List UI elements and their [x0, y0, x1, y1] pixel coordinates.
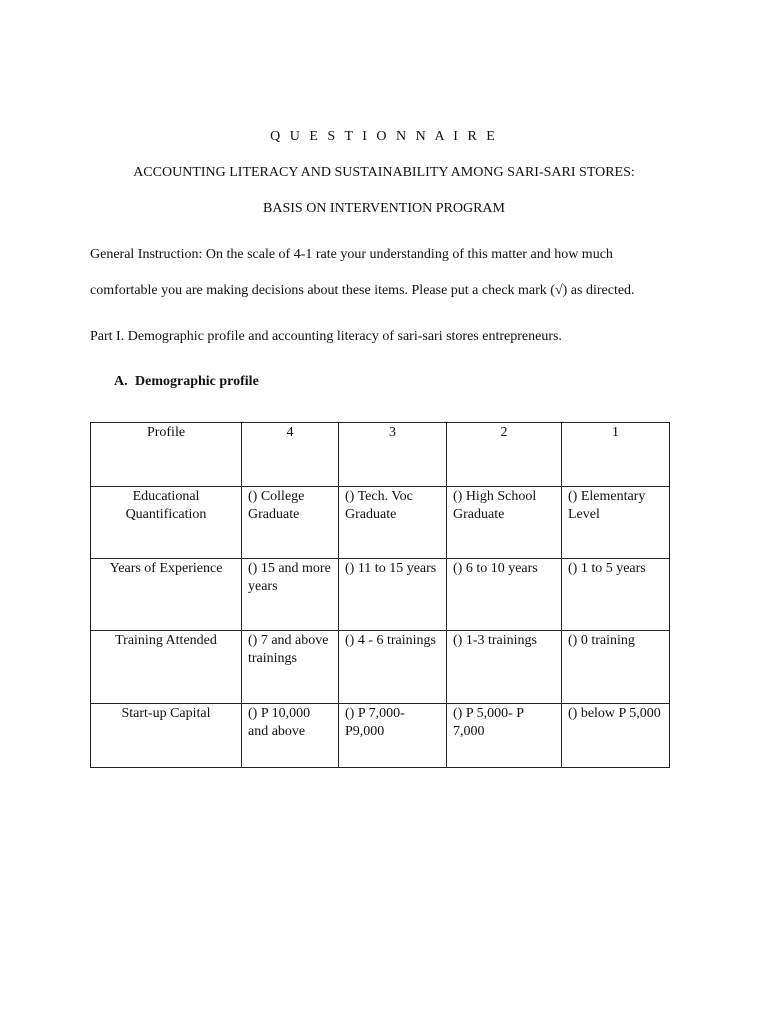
option-cell[interactable]: () 1-3 trainings	[447, 631, 562, 704]
row-label-educational-quantification: Educational Quantification	[91, 487, 242, 559]
option-cell[interactable]: () 4 - 6 trainings	[339, 631, 447, 704]
option-cell[interactable]: () 6 to 10 years	[447, 559, 562, 631]
option-cell[interactable]: () High School Graduate	[447, 487, 562, 559]
option-cell[interactable]: () College Graduate	[242, 487, 339, 559]
header-profile: Profile	[91, 423, 242, 487]
header-rating-4: 4	[242, 423, 339, 487]
option-cell[interactable]: () Tech. Voc Graduate	[339, 487, 447, 559]
option-cell[interactable]: () 7 and above trainings	[242, 631, 339, 704]
section-a-label: Demographic profile	[135, 374, 259, 389]
option-cell[interactable]: () 1 to 5 years	[562, 559, 670, 631]
table-row	[91, 559, 670, 631]
header-rating-1: 1	[562, 423, 670, 487]
table-header-row	[91, 423, 670, 487]
table-row	[91, 487, 670, 559]
table-row	[91, 704, 670, 768]
section-a-letter: A.	[114, 374, 128, 389]
option-cell[interactable]: () 15 and more years	[242, 559, 339, 631]
general-instruction-line-2: comfortable you are making decisions about these items. Please put a check mark (√) as directed.	[90, 283, 635, 298]
study-title-line-1: ACCOUNTING LITERACY AND SUSTAINABILITY AMONG SARI-SARI STORES:	[133, 165, 635, 180]
table-row	[91, 631, 670, 704]
section-a-heading	[114, 374, 259, 390]
option-cell[interactable]: () P 10,000 and above	[242, 704, 339, 768]
option-cell[interactable]: () below P 5,000	[562, 704, 670, 768]
header-rating-3: 3	[339, 423, 447, 487]
study-title-line-2: BASIS ON INTERVENTION PROGRAM	[263, 201, 505, 216]
option-cell[interactable]: () Elementary Level	[562, 487, 670, 559]
option-cell[interactable]: () P 7,000-P9,000	[339, 704, 447, 768]
header-rating-2: 2	[447, 423, 562, 487]
option-cell[interactable]: () P 5,000- P 7,000	[447, 704, 562, 768]
option-cell[interactable]: () 0 training	[562, 631, 670, 704]
row-label-years-of-experience: Years of Experience	[91, 559, 242, 631]
document-title: Q U E S T I O N N A I R E	[270, 129, 498, 144]
row-label-training-attended: Training Attended	[91, 631, 242, 704]
row-label-start-up-capital: Start-up Capital	[91, 704, 242, 768]
demographic-profile-table	[90, 422, 670, 768]
part-one-heading: Part I. Demographic profile and accounting literacy of sari-sari stores entrepreneurs.	[90, 329, 562, 344]
option-cell[interactable]: () 11 to 15 years	[339, 559, 447, 631]
general-instruction-line-1: General Instruction: On the scale of 4-1 rate your understanding of this matter and how much	[90, 247, 613, 262]
